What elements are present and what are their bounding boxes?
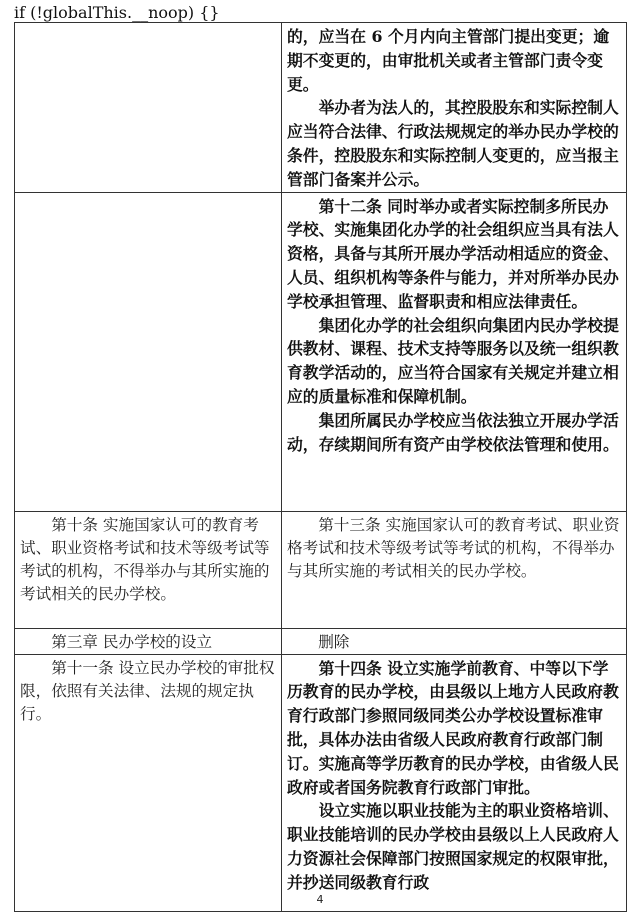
- revised-paragraph: 第十三条 实施国家认可的教育考试、职业资格考试和技术等级考试等考试的机构，不得举办与其所实施的考试相关的民办学校。: [287, 515, 620, 580]
- original-text-cell: [15, 192, 282, 511]
- original-text-cell: [15, 654, 282, 911]
- original-text-cell: [15, 511, 282, 628]
- table-row: [15, 511, 627, 628]
- chapter-heading: 第三章 民办学校的设立: [51, 632, 213, 651]
- original-paragraph: 第十条 实施国家认可的教育考试、职业资格考试和技术等级考试等考试的机构，不得举办与其所实施的考试相关的民办学校。: [20, 515, 270, 603]
- revised-paragraph: 集团所属民办学校应当依法独立开展办学活动，存续期间所有资产由学校依法管理和使用。: [287, 410, 619, 454]
- table-row: [15, 23, 627, 193]
- revised-paragraph: 设立实施以职业技能为主的职业资格培训、职业技能培训的民办学校由县级以上人民政府人力资源社会保障部门按照国家规定的权限审批，并抄送同级教育行政: [287, 801, 619, 892]
- page-number: 4: [316, 893, 324, 906]
- table-row: [15, 628, 627, 654]
- revised-text-cell: [282, 192, 627, 511]
- revised-paragraph: 举办者为法人的，其控股股东和实际控制人应当符合法律、行政法规规定的举办民办学校的条件，控股股东和实际控制人变更的，应当报主管部门备案并公示。: [287, 98, 619, 189]
- original-text-cell: [15, 23, 282, 193]
- revised-paragraph: 第十四条 设立实施学前教育、中等以下学历教育的民办学校，由县级以上地方人民政府教育行政部门参照同级同类公办学校设置标准审批，具体办法由省级人民政府教育行政部门制订。实施高等学历教育的民办学校，由省级人民政府或者国务院教育行政部门审批。: [287, 658, 619, 797]
- revised-paragraph: 第十二条 同时举办或者实际控制多所民办学校、实施集团化办学的社会组织应当具有法人资格，具备与其所开展办学活动相适应的资金、人员、组织机构等条件与能力，并对所举办民办学校承担管理、监督职责和相应法律责任。: [287, 196, 619, 311]
- revised-text-cell: [282, 23, 627, 193]
- revised-paragraph: 的，应当在 6 个月内向主管部门提出变更；逾期不变更的，由审批机关或者主管部门责令变更。: [287, 27, 610, 94]
- deleted-note: 删除: [318, 632, 350, 651]
- table-row: [15, 192, 627, 511]
- original-paragraph: 第十一条 设立民办学校的审批权限，依照有关法律、法规的规定执行。: [20, 658, 275, 723]
- comparison-sheet: if (!globalThis.__noop) {} 的，应当在 6 个月内向主管部门提出变更；逾期不变更的，由审批机关或者主管部门责令变更。 举办者为法人的，其控股股东和实际控制人应当符合法律、行政法规规定的举办民办学校的条件，控股股东和实际控制人变更的，应当报主管部门备案并公示。 第十二条 同时举办或者实际控制多所民办学校、实施集团化办学的社会组织应当具有法人资格，具备与其所开展办学活动相适应的资金、人员、组织机构等条件与能力，并对所举办民办学校承担管理、监督职责和相应法律责任。 集团化办学的社会组织向集团内民办学校提供教材、课程、技术支持等服务以及统一组织教育教学活动的，应当符合国家有关规定并建立相应的质量标准和保障机制。 集团所属民办学校应当依法独立开展办学活动，存续期间所有资产由学校依法管理和使用。 第十条 实施国家认可的教育考试、职业资格考试和技术等级考试等考试的机构，不得举办与其所实施的考试相关的民办学校。 第十三条 实施国家认可的教育考试、职业资格考试和技术等级考试等考试的机构，不得举办与其所实施的考试相关的民办学校。 第三章 民办学校的设立 删除 第十一条 设立民办学校的审批权限，依照有关法律、法规的规定执行。 第十四条 设立实施学前教育、中等以下学历教育的民办学校，由县级以上地方人民政府教育行政部门参照同级同类公办学校设置标准审批，具体办法由省级人民政府教育行政部门制订。实施高等学历教育的民办学校，由省级人民政府或者国务院教育行政部门审批。 设立实施以职业技能为主的职业资格培训、职业技能培训的民办学校由县级以上人民政府人力资源社会保障部门按照国家规定的权限审批，并抄送同级教育行政: [14, 3, 626, 884]
- chapter-heading-cell: [15, 628, 282, 654]
- revised-text-cell: [282, 511, 627, 628]
- revised-paragraph: 集团化办学的社会组织向集团内民办学校提供教材、课程、技术支持等服务以及统一组织教育教学活动的，应当符合国家有关规定并建立相应的质量标准和保障机制。: [287, 315, 619, 406]
- revised-text-cell: [282, 654, 627, 911]
- table-row: [15, 654, 627, 911]
- deleted-note-cell: [282, 628, 627, 654]
- comparison-table: [14, 22, 627, 912]
